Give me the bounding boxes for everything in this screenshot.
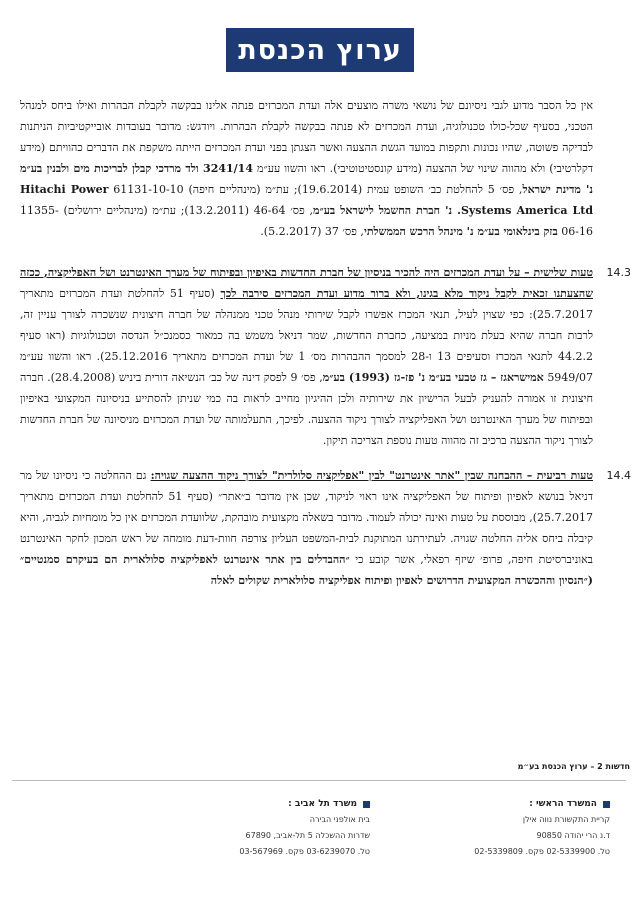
square-bullet-icon xyxy=(363,801,370,808)
main-office-line2: ד.נ הרי יהודה 90850 xyxy=(536,831,610,840)
intro-text-2: , פס׳ 5 להחלטת כב׳ השופט עמית (19.6.2014); עת״מ (מינהליים חיפה) 61131-10-10 xyxy=(108,183,523,196)
intro-paragraph xyxy=(20,95,593,242)
section-number: 14.4 xyxy=(606,469,631,482)
page-footer-label: חדשות 2 – ערוץ הכנסת בע״מ xyxy=(517,762,630,771)
tlv-office-line3: טל. 03-6239070 פקס. 03-567969 xyxy=(239,847,370,856)
section-number: 14.3 xyxy=(606,266,631,279)
intro-text-4: , פס׳ 37 (5.2.2017). xyxy=(260,225,364,238)
tlv-office-line2: שדרות ההשכלה 5 תל-אביב, 67890 xyxy=(245,831,370,840)
letterhead-footer xyxy=(0,796,638,866)
main-office-line3: טל. 02-5339900 פקס. 02-5339809 xyxy=(474,847,610,856)
intro-text-3: , פס׳ 46-64 (13.2.2011); עת״מ (מינהליים ירושלים) 11355-06-16 xyxy=(20,204,593,238)
logo-text: ערוץ הכנסת xyxy=(238,34,402,66)
square-bullet-icon xyxy=(603,801,610,808)
section-14-4 xyxy=(20,465,631,591)
tlv-office-title: משרד תל אביב : xyxy=(288,799,357,809)
section-14-4-heading: טעות רביעית – ההבחנה שבין "אתר אינטרנט" לבין "אפליקציה סלולרית" לצורך ניקוד ההצעה שגויה: xyxy=(150,469,594,482)
footer-divider xyxy=(12,780,626,781)
intro-text-1: אין כל הסבר מדוע לגבי ניסיונם של נושאי משרה מוצעים אלה ועדת המכרזים פנתה אלינו בבקשה לקבלת הבהרות ואילו ביחס למנהל הטכני, בסעיף שכל-כולו טכנולוגיה, ועדת המכרזים לא פנתה בבקשה לקבלת הבהרות. ויודגש: מדובר בעובדות אובייקטיביות הניתנות לבדיקה פשוטה, שהיו נכונות ותקפות במועד הגשת ההצעה ואשר הצגתן בפני ועדת המכרזים הייתה משקפת את הדברים כהוויתם (מידע דקלרטיבי) ולא מהווה שינוי של ההצעה (מידע קונסטיטוטיבי). ראו והשוו עע״מ xyxy=(20,99,593,175)
section-14-4-paragraph xyxy=(20,465,593,591)
main-office-heading xyxy=(390,796,610,812)
section-14-3-heading: טעות שלישית – על ועדת המכרזים היה להכיר בניסיון של חברת החדשות באיפיון ובפיתוח של מערך האינטרנט ושל האפליקציה, ככזה שהצעתנו זכאית לקבל ניקוד מלא בגינו, ולא ברור מדוע ועדת המכרזים סירבה לכך xyxy=(20,266,593,300)
section-14-3 xyxy=(20,262,631,451)
tlv-office-block xyxy=(150,796,370,860)
intro-citation-2: Hitachi Power Systems America Ltd. נ' חברת החשמל לישראל בע״מ xyxy=(20,183,594,217)
tlv-office-line1: בית אולפני הבירה xyxy=(309,815,370,824)
section-14-3-text-1: (סעיף 51 להחלטת ועדת המכרזים מתאריך 25.7.2017): כפי שצוין לעיל, תנאי המכרז אפשרו לקבל שירותי מנהל טכני ממנהלה של חברה חיצונית שנשכרה לצורך עניין זה, לרבות חברה שהיא בעלת מניות במציעה, כחברת החדשות, שמר דניאל משמש בה כמאור כסמנכ״ל הנדסה וטכנולוגיות (ראו סעיף 44.2.2 לתנאי המכרז וסעיפים 13 ו-28 למסמך ההבהרות מס׳ 1 של ועדת המכרזים מתאריך 25.12.2016). ראו והשוו עע״מ 5949/07 xyxy=(20,287,594,384)
section-14-3-citation: אמישראגז – גז טבעי בע״מ נ' פז-גז (1993) בע״מ xyxy=(322,371,544,384)
document-body xyxy=(20,95,631,591)
section-14-3-text-2: , פס׳ 9 לפסק דינה של כב׳ הנשיאה דורית ביניש (28.4.2008). חברה חיצונית זו אמורה להעניק לבעל הרישיון את שירותיה ולכן ההיגיון מחייב לראות בה כמי שניתן להסתייע בניסיונה המקצועי באיפיון ובפיתוח של מערך האינטרנט ושל האפליקציה לצורך ניקוד ההצעה. לפיכך, התעלמותה של ועדת המכרזים מניסיונה של חברת החדשות לצורך ניקוד ההצעה ברכיב זה מהווה טעות נוספת הצריכה תיקון. xyxy=(20,371,593,447)
main-office-title: המשרד הראשי : xyxy=(529,799,597,809)
intro-citation-1: 3241/14 ולד מרדכי קבלן לבריכות מים ולבנין בע״מ נ' מדינת ישראל xyxy=(20,162,593,196)
main-office-block xyxy=(390,796,610,860)
main-office-line1: קריית התקשורת נווה אילן xyxy=(522,815,610,824)
section-14-4-quote: ״ההבדלים בין אתר אינטרנט לאפליקציה סלולארית הם בעיקרם סמנטיים״ (״הנסיון וההכשרה המקצועית הדרושים לאפיון ופיתוח אפליקציה סלולארית שקולים לאלה xyxy=(20,553,593,587)
section-14-3-paragraph xyxy=(20,262,593,451)
section-14-4-text-1: גם ההחלטה כי ניסיונו של מר דניאל בנושא לאפיון ופיתוח של האפליקציה אינו ראוי לניקוד, שכן אין מדובר ב״אתר״ (סעיף 51 להחלטת ועדת המכרזים מתאריך 25.7.2017), מבוססת על טעות ואינה יכולה לעמוד. מדובר בשאלה מקצועית מובהקת, שלוועדת המכרזים אין כל מומחיות לגביה, והיא קיבלה ביחס אליה החלטה שגויה. לעתירתנו המתוקנת לבית-המשפט העליון צורפה חוות-דעת מומחה של ראש המכון לחקר האינטרנט באוניברסיטת חיפה, פרופ׳ שיזף רפאלי, אשר קובע כי xyxy=(20,469,593,566)
tlv-office-heading xyxy=(150,796,370,812)
knesset-channel-logo xyxy=(226,28,414,72)
intro-citation-3: בזק בינלאומי בע״מ נ' מינהל הרכש הממשלתי xyxy=(363,225,558,238)
